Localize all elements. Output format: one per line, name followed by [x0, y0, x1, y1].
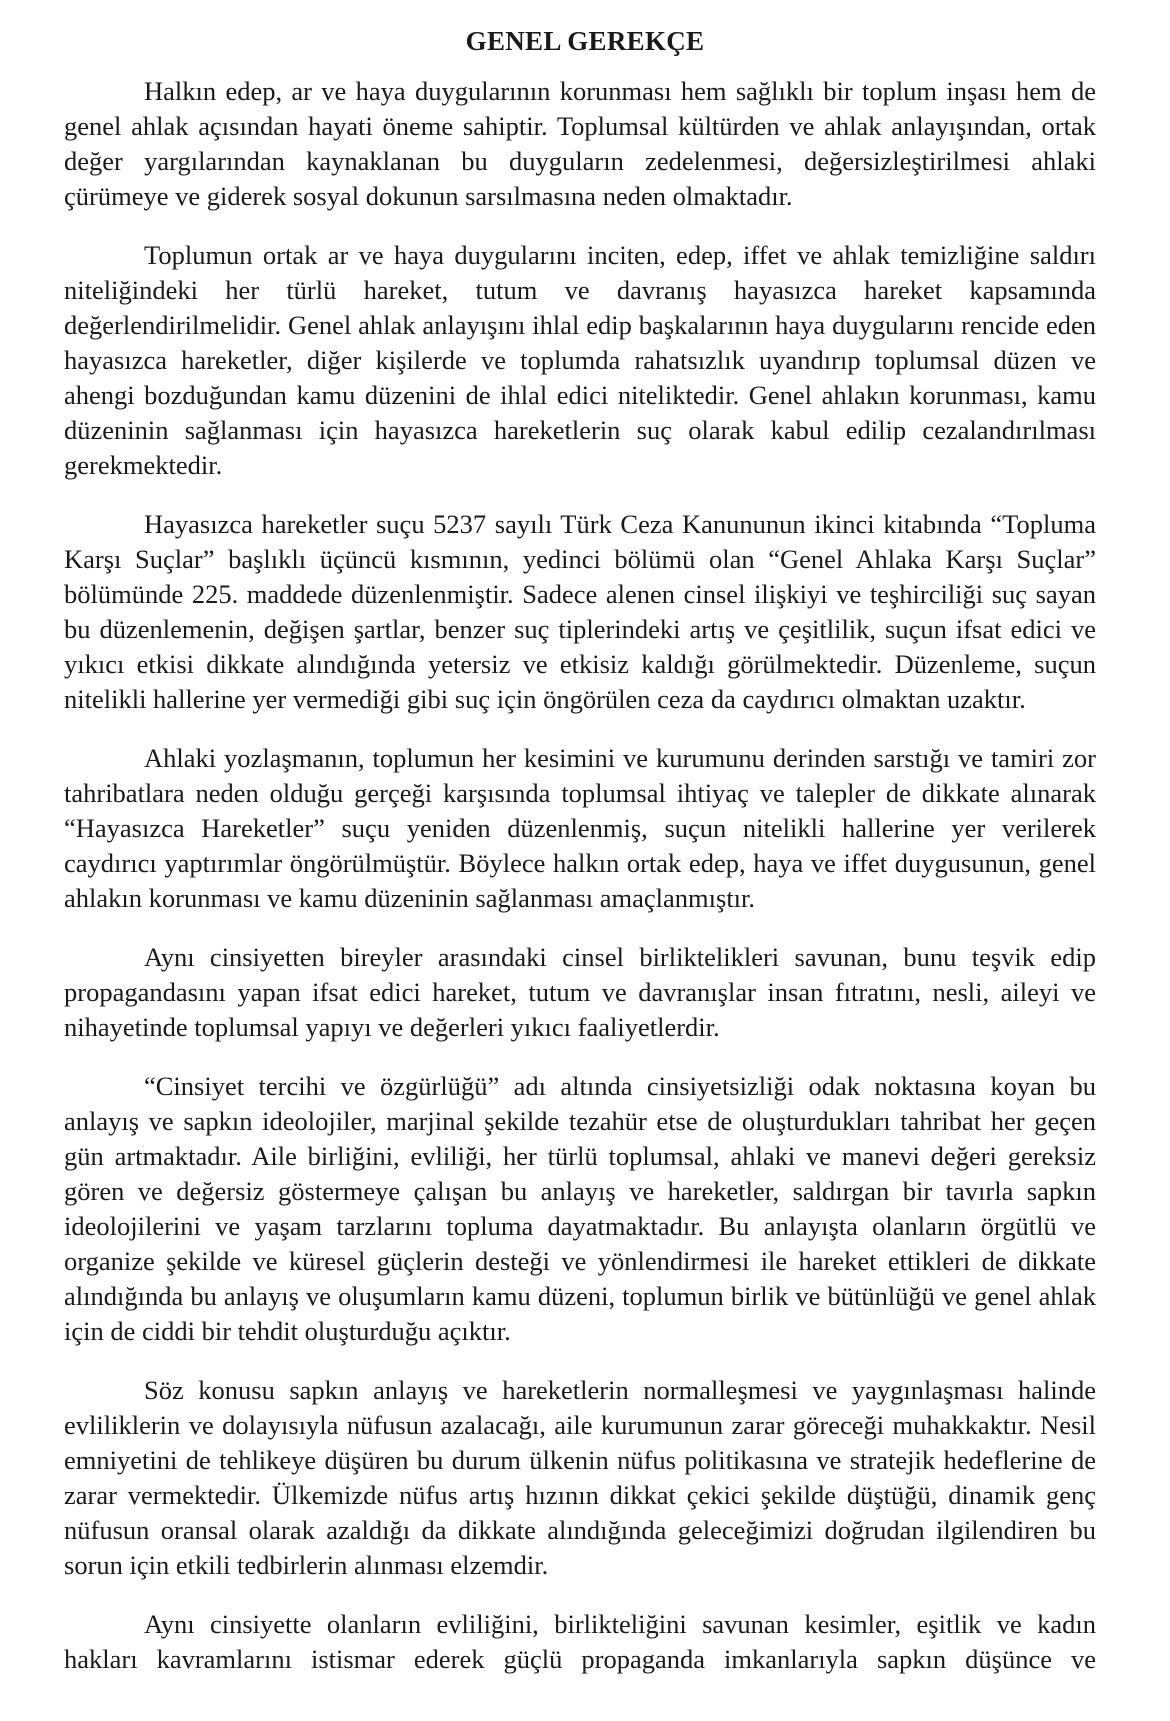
paragraph-3: Hayasızca hareketler suçu 5237 sayılı Türk Ceza Kanununun ikinci kitabında “Topluma Karşı Suçlar” başlıklı üçüncü kısmının, yedinci bölümü olan “Genel Ahlaka Karşı Suçlar” bölümünde 225. maddede düzenlenmiştir. Sadece alenen cinsel ilişkiyi ve teşhirciliği suç sayan bu düzenlemenin, değişen şartlar, benzer suç tiplerindeki artış ve çeşitlilik, suçun ifsat edici ve yıkıcı etkisi dikkate alındığında yetersiz ve etkisiz kaldığı görülmektedir. Düzenleme, suçun nitelikli hallerine yer vermediği gibi suç için öngörülen ceza da caydırıcı olmaktan uzaktır. — [64, 509, 1096, 714]
document-body — [64, 74, 1096, 1701]
paragraph-8: Aynı cinsiyette olanların evliliğini, birlikteliğini savunan kesimler, eşitlik ve kadın hakları kavramlarını istismar ederek güçlü propaganda imkanlarıyla sapkın düşünce ve — [64, 1609, 1096, 1674]
paragraph-1: Halkın edep, ar ve haya duygularının korunması hem sağlıklı bir toplum inşası hem de genel ahlak açısından hayati öneme sahiptir. Toplumsal kültürden ve ahlak anlayışından, ortak değer yargılarından kaynaklanan bu duyguların zedelenmesi, değersizleştirilmesi ahlaki çürümeye ve giderek sosyal dokunun sarsılmasına neden olmaktadır. — [64, 76, 1096, 211]
paragraph-4: Ahlaki yozlaşmanın, toplumun her kesimini ve kurumunu derinden sarstığı ve tamiri zor tahribatlara neden olduğu gerçeği karşısında toplumsal ihtiyaç ve talepler de dikkate alınarak “Hayasızca Hareketler” suçu yeniden düzenlenmiş, suçun nitelikli hallerine yer verilerek caydırıcı yaptırımlar öngörülmüştür. Böylece halkın ortak edep, haya ve iffet duygusunun, genel ahlakın korunması ve kamu düzeninin sağlanması amaçlanmıştır. — [64, 743, 1096, 913]
paragraph-6: “Cinsiyet tercihi ve özgürlüğü” adı altında cinsiyetsizliği odak noktasına koyan bu anlayış ve sapkın ideolojiler, marjinal şekilde tezahür etse de oluşturdukları tahribat her geçen gün artmaktadır. Aile birliğini, evliliği, her türlü toplumsal, ahlaki ve manevi değeri gereksiz gören ve değersiz göstermeye çalışan bu anlayış ve hareketler, saldırgan bir tavırla sapkın ideolojilerini ve yaşam tarzlarını topluma dayatmaktadır. Bu anlayışta olanların örgütlü ve organize şekilde ve küresel güçlerin desteği ve yönlendirmesi ile hareket ettikleri de dikkate alındığında bu anlayış ve oluşumların kamu düzeni, toplumun birlik ve bütünlüğü ve genel ahlak için de ciddi bir tehdit oluşturduğu açıktır. — [64, 1071, 1096, 1346]
paragraph-7: Söz konusu sapkın anlayış ve hareketlerin normalleşmesi ve yaygınlaşması halinde evliliklerin ve dolayısıyla nüfusun azalacağı, aile kurumunun zarar göreceği muhakkaktır. Nesil emniyetini de tehlikeye düşüren bu durum ülkenin nüfus politikasına ve stratejik hedeflerine de zarar vermektedir. Ülkemizde nüfus artış hızının dikkat çekici şekilde düştüğü, dinamik genç nüfusun oransal olarak azaldığı da dikkate alındığında geleceğimizi doğrudan ilgilendiren bu sorun için etkili tedbirlerin alınması elzemdir. — [64, 1375, 1096, 1580]
document-title: GENEL GEREKÇE — [465, 26, 705, 56]
paragraph-2: Toplumun ortak ar ve haya duygularını inciten, edep, iffet ve ahlak temizliğine saldırı niteliğindeki her türlü hareket, tutum ve davranış hayasızca hareket kapsamında değerlendirilmelidir. Genel ahlak anlayışını ihlal edip başkalarının haya duygularını rencide eden hayasızca hareketler, diğer kişilerde ve toplumda rahatsızlık uyandırıp toplumsal düzen ve ahengi bozduğundan kamu düzenini de ihlal edici niteliktedir. Genel ahlakın korunması, kamu düzeninin sağlanması için hayasızca hareketlerin suç olarak kabul edilip cezalandırılması gerekmektedir. — [64, 240, 1096, 480]
paragraph-5: Aynı cinsiyetten bireyler arasındaki cinsel birliktelikleri savunan, bunu teşvik edip propagandasını yapan ifsat edici hareket, tutum ve davranışlar insan fıtratını, nesli, aileyi ve nihayetinde toplumsal yapıyı ve değerleri yıkıcı faaliyetlerdir. — [64, 942, 1096, 1042]
